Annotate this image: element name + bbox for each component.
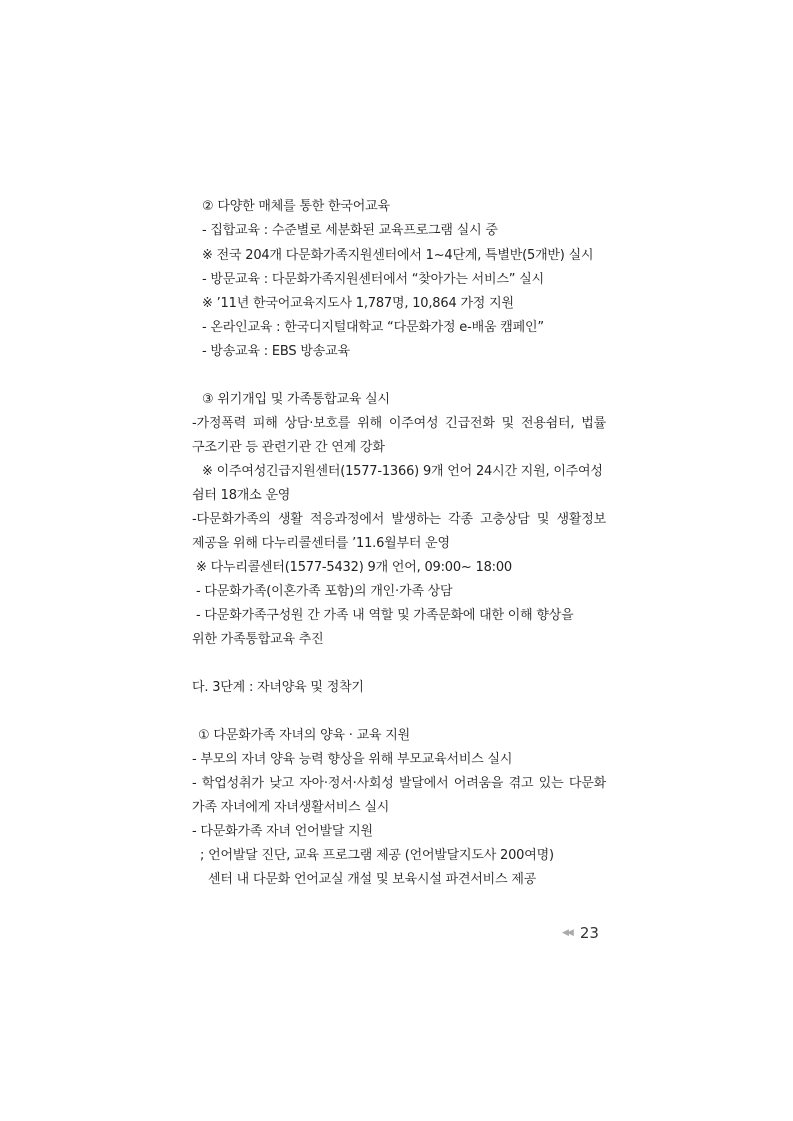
text-line: - 방송교육 : EBS 방송교육 bbox=[202, 344, 350, 359]
page-footer bbox=[562, 922, 599, 944]
text-line: - 집합교육 : 수준별로 세분화된 교육프로그램 실시 중 bbox=[202, 223, 498, 238]
text-line: 쉼터 18개소 운영 bbox=[192, 488, 291, 503]
note-line: ※ 다누리콜센터(1577-5432) 9개 언어, 09:00~ 18:00 bbox=[196, 560, 513, 575]
text-line: - 부모의 자녀 양육 능력 향상을 위해 부모교육서비스 실시 bbox=[192, 752, 513, 767]
page-number: 23 bbox=[579, 924, 599, 942]
stage-heading: 다. 3단계 : 자녀양육 및 정착기 bbox=[192, 680, 364, 695]
text-line: ; 언어발달 진단, 교육 프로그램 제공 (언어발달지도사 200여명) bbox=[200, 848, 554, 863]
text-line: 구조기관 등 관련기관 간 연계 강화 bbox=[192, 440, 385, 455]
note-line: ※ 전국 204개 다문화가족지원센터에서 1~4단계, 특별반(5개반) 실시 bbox=[202, 248, 594, 263]
section-heading-media: ② 다양한 매체를 통한 한국어교육 bbox=[202, 199, 390, 214]
text-line: 센터 내 다문화 언어교실 개설 및 보육시설 파견서비스 제공 bbox=[208, 872, 537, 887]
section-heading-crisis: ③ 위기개입 및 가족통합교육 실시 bbox=[202, 392, 390, 407]
text-line: -가정폭력 피해 상담·보호를 위해 이주여성 긴급전화 및 전용쉼터, 법률 bbox=[192, 416, 606, 431]
text-line: -다문화가족의 생활 적응과정에서 발생하는 각종 고충상담 및 생활정보 bbox=[192, 512, 606, 527]
note-line: ※ ’11년 한국어교육지도사 1,787명, 10,864 가정 지원 bbox=[202, 296, 514, 311]
text-line: - 다문화가족(이혼가족 포함)의 개인·가족 상담 bbox=[196, 584, 453, 599]
text-line: - 다문화가족 자녀 언어발달 지원 bbox=[192, 824, 373, 839]
section-heading-child: ① 다문화가족 자녀의 양육 · 교육 지원 bbox=[198, 728, 410, 743]
text-line: - 다문화가족구성원 간 가족 내 역할 및 가족문화에 대한 이해 향상을 bbox=[196, 608, 574, 623]
text-line: 위한 가족통합교육 추진 bbox=[192, 632, 324, 647]
text-line: 제공을 위해 다누리콜센터를 ’11.6월부터 운영 bbox=[192, 536, 450, 551]
text-line: 가족 자녀에게 자녀생활서비스 실시 bbox=[192, 800, 390, 815]
note-line: ※ 이주여성긴급지원센터(1577-1366) 9개 언어 24시간 지원, 이주여성 bbox=[202, 464, 603, 479]
text-line: - 방문교육 : 다문화가족지원센터에서 “찾아가는 서비스” 실시 bbox=[202, 272, 544, 287]
text-line: - 온라인교육 : 한국디지털대학교 “다문화가정 e-배움 캠페인” bbox=[202, 320, 544, 335]
text-line: - 학업성취가 낮고 자아·정서·사회성 발달에서 어려움을 겪고 있는 다문화 bbox=[192, 776, 606, 791]
double-left-arrow-icon: ◀◀ bbox=[562, 928, 572, 938]
